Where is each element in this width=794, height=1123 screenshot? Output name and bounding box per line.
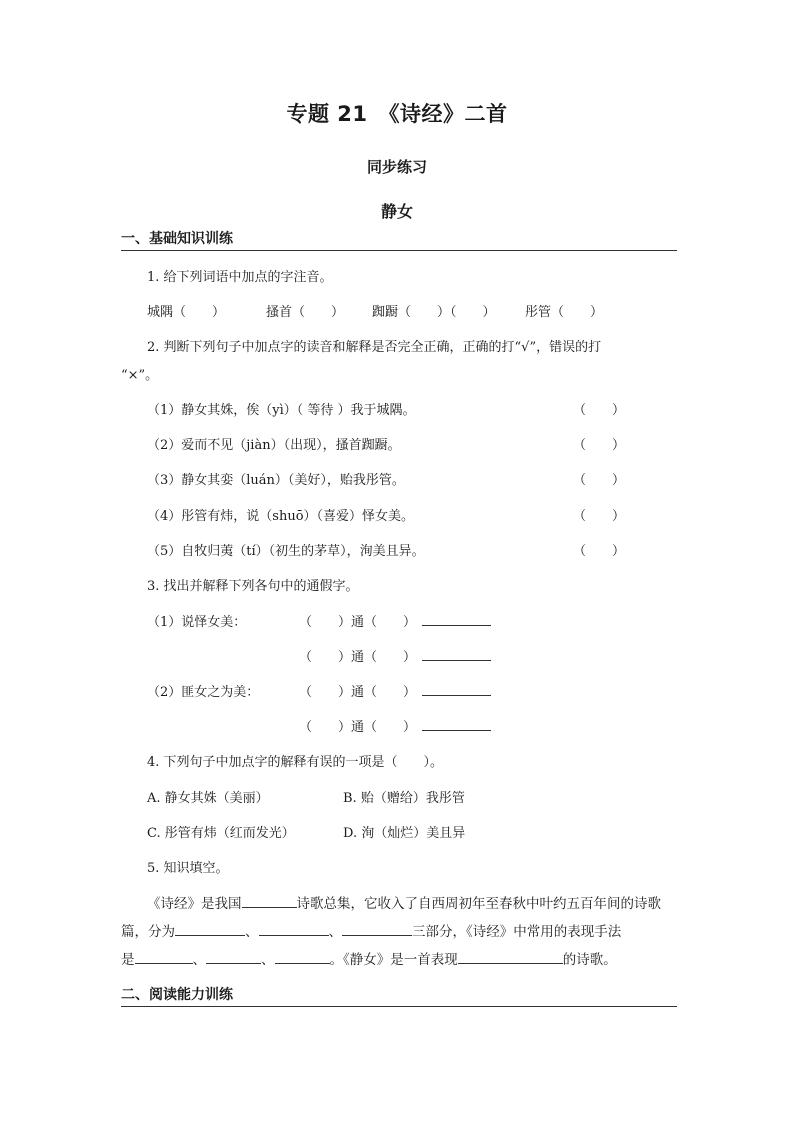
q3-item-2-row-1: （ ）通（ ） [299,685,417,700]
q5-text-1a: 《诗经》是我国 [147,896,242,912]
q5-line-3 [121,948,617,968]
q3-item-2-row-1-blank[interactable] [422,681,491,700]
q5-sep: 、 [328,924,342,940]
question-2-prompt-cont: “×”。 [121,368,159,383]
q5-blank-5[interactable] [135,951,193,964]
q3-item-2-row-2: （ ）通（ ） [299,720,417,735]
q3-item-1-label: （1）说怿女美： [147,615,247,630]
q2-item-1: （1）静女其姝，俟（yì）（ 等待 ）我于城隅。 [147,403,416,418]
q5-blank-6[interactable] [206,951,261,964]
q5-blank-8[interactable] [458,951,563,964]
question-2-prompt: 2. 判断下列句子中加点字的读音和解释是否完全正确，正确的打“√”，错误的打 [147,340,602,355]
q2-item-4: （4）彤管有炜，说（shuō）（喜爱）怿女美。 [147,509,415,524]
q2-item-1-mark[interactable]: （ ） [573,403,626,418]
q3-item-1-row-1: （ ）通（ ） [299,615,417,630]
q1-word-3: 踟蹰（ ）（ ） [372,305,496,320]
q2-item-2: （2）爱而不见（jiàn）（出现），搔首踟蹰。 [147,438,401,453]
q2-item-3-mark[interactable]: （ ） [573,473,626,488]
q5-blank-1[interactable] [242,895,297,908]
q3-item-1-row-1-blank[interactable] [422,611,491,630]
q3-item-1-row-2-blank[interactable] [422,646,491,665]
poem-title: 静女 [380,202,413,221]
q4-option-b[interactable]: B. 贻（赠给）我彤管 [343,791,465,806]
q1-word-2: 搔首（ ） [266,305,345,320]
section-heading-reading: 二、阅读能力训练 [121,984,677,1007]
q3-item-1-row-2: （ ）通（ ） [299,650,417,665]
q5-sep: 、 [261,952,275,968]
q5-line-1 [147,892,661,912]
q2-item-4-mark[interactable]: （ ） [573,509,626,524]
q5-blank-4[interactable] [342,923,412,936]
q5-sep: 、 [192,952,206,968]
q5-line-2 [121,920,621,940]
question-5-prompt: 5. 知识填空。 [147,861,229,876]
question-3-prompt: 3. 找出并解释下列各句中的通假字。 [147,579,359,594]
q1-word-1: 城隅（ ） [147,305,226,320]
q5-blank-7[interactable] [275,951,330,964]
q4-option-c[interactable]: C. 彤管有炜（红而发光） [147,826,295,841]
q5-blank-3[interactable] [259,923,329,936]
page-subtitle: 同步练习 [366,158,427,176]
q5-text-3b: 。《静女》是一首表现 [329,952,458,968]
q5-text-2a: 篇，分为 [121,924,175,940]
q5-text-1b: 诗歌总集，它收入了自西周初年至春秋中叶约五百年间的诗歌 [296,896,661,912]
q4-option-a[interactable]: A. 静女其姝（美丽） [147,791,269,806]
q1-word-4: 彤管（ ） [525,305,604,320]
q3-item-2-row-2-blank[interactable] [422,716,491,735]
q2-item-5: （5）自牧归荑（tí）（初生的茅草），洵美且异。 [147,544,425,559]
q5-blank-2[interactable] [175,923,245,936]
question-1-prompt: 1. 给下列词语中加点的字注音。 [147,270,333,285]
q5-text-3c: 的诗歌。 [562,952,617,968]
q4-option-d[interactable]: D. 洵（灿烂）美且异 [343,826,466,841]
q3-item-2-label: （2）匪女之为美： [147,685,260,700]
question-4-prompt: 4. 下列句子中加点字的解释有误的一项是（ ）。 [147,755,444,770]
page-title: 专题 21 《诗经》二首 [286,102,508,126]
section-heading-basic: 一、基础知识训练 [121,228,677,251]
q5-text-3a: 是 [121,952,135,968]
q5-sep: 、 [245,924,259,940]
q2-item-3: （3）静女其娈（luán）（美好），贻我彤管。 [147,473,405,488]
q2-item-2-mark[interactable]: （ ） [573,438,626,453]
q2-item-5-mark[interactable]: （ ） [573,544,626,559]
q5-text-2b: 三部分，《诗经》中常用的表现手法 [412,924,622,940]
